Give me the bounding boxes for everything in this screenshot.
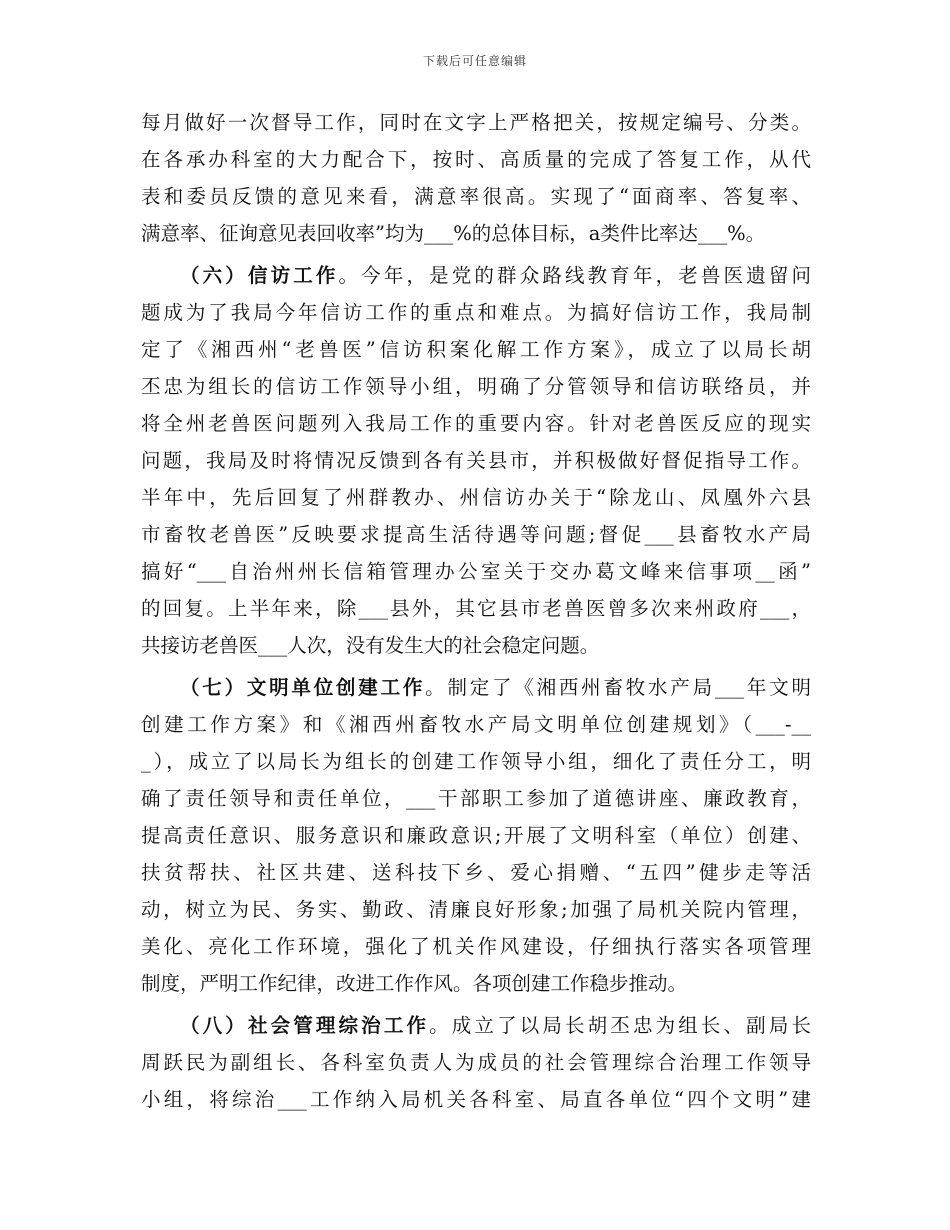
heading-continuation: 。成立了以局长胡丕忠为组长、副局长 — [429, 1014, 811, 1037]
text-line: _），成立了以局长为组长的创建工作领导小组，细化了责任分工，明 — [141, 750, 811, 773]
text-line: 将全州老兽医问题列入我局工作的重要内容。针对老兽医反应的现实 — [141, 412, 811, 435]
paragraph-social-management — [141, 1007, 811, 1118]
text-line: 搞好“___自治州州长信箱管理办公室关于交办葛文峰来信事项__函” — [141, 560, 811, 583]
document-body — [141, 104, 811, 1118]
text-line: 定了《湘西州“老兽医”信访积案化解工作方案》，成立了以局长胡 — [141, 338, 811, 361]
paragraph-petition-work — [141, 257, 811, 664]
text-line: 周跃民为副组长、各科室负责人为成员的社会管理综合治理工作领导 — [141, 1051, 811, 1074]
text-line: 确了责任领导和责任单位，___干部职工参加了道德讲座、廉政教育， — [141, 787, 811, 810]
paragraph-civilized-unit — [141, 669, 811, 1002]
text-line: 小组，将综治___工作纳入局机关各科室、局直各单位“四个文明”建 — [141, 1088, 811, 1111]
text-line: 满意率、征询意见表回收率”均为___%的总体目标，a类件比率达___%。 — [141, 222, 766, 245]
text-line: 美化、亮化工作环境，强化了机关作风建设，仔细执行落实各项管理 — [141, 935, 811, 958]
section-heading-social-management: （八）社会管理综治工作 — [180, 1014, 430, 1037]
text-line: 表和委员反馈的意见来看，满意率很高。实现了“面商率、答复率、 — [141, 185, 811, 208]
text-line: 共接访老兽医___人次，没有发生大的社会稳定问题。 — [141, 634, 600, 657]
text-line: 扶贫帮扶、社区共建、送科技下乡、爱心捐赠、“五四”健步走等活 — [141, 861, 811, 884]
text-line: 问题，我局及时将情况反馈到各有关县市，并积极做好督促指导工作。 — [141, 449, 811, 472]
heading-continuation: 。今年，是党的群众路线教育年，老兽医遗留问 — [338, 264, 811, 287]
text-line: 在各承办科室的大力配合下，按时、高质量的完成了答复工作，从代 — [141, 148, 811, 171]
text-line: 市畜牧老兽医”反映要求提高生活待遇等问题;督促___县畜牧水产局 — [141, 523, 811, 546]
text-line: 创建工作方案》和《湘西州畜牧水产局文明单位创建规划》（___-__ — [141, 713, 811, 736]
text-line — [141, 1007, 811, 1044]
text-line — [141, 669, 811, 706]
text-line: 每月做好一次督导工作，同时在文字上严格把关，按规定编号、分类。 — [141, 111, 811, 134]
text-line: 提高责任意识、服务意识和廉政意识;开展了文明科室（单位）创建、 — [141, 824, 811, 847]
paragraph-response-work — [141, 104, 811, 252]
page-header-note: 下载后可任意编辑 — [422, 54, 527, 68]
text-line: 制度，严明工作纪律，改进工作作风。各项创建工作稳步推动。 — [141, 972, 688, 995]
heading-continuation: 。制定了《湘西州畜牧水产局___年文明 — [425, 676, 811, 699]
text-line: 的回复。上半年来，除___县外，其它县市老兽医曾多次来州政府___， — [141, 597, 811, 620]
section-heading-civilized-unit: （七）文明单位创建工作 — [180, 676, 426, 699]
text-line: 题成为了我局今年信访工作的重点和难点。为搞好信访工作，我局制 — [141, 301, 811, 324]
text-line: 半年中，先后回复了州群教办、州信访办关于“除龙山、凤凰外六县 — [141, 486, 811, 509]
section-heading-petition: （六）信访工作 — [180, 264, 339, 287]
text-line: 丕忠为组长的信访工作领导小组，明确了分管领导和信访联络员，并 — [141, 375, 811, 398]
text-line — [141, 257, 811, 294]
text-line: 动，树立为民、务实、勤政、清廉良好形象;加强了局机关院内管理， — [141, 898, 811, 921]
